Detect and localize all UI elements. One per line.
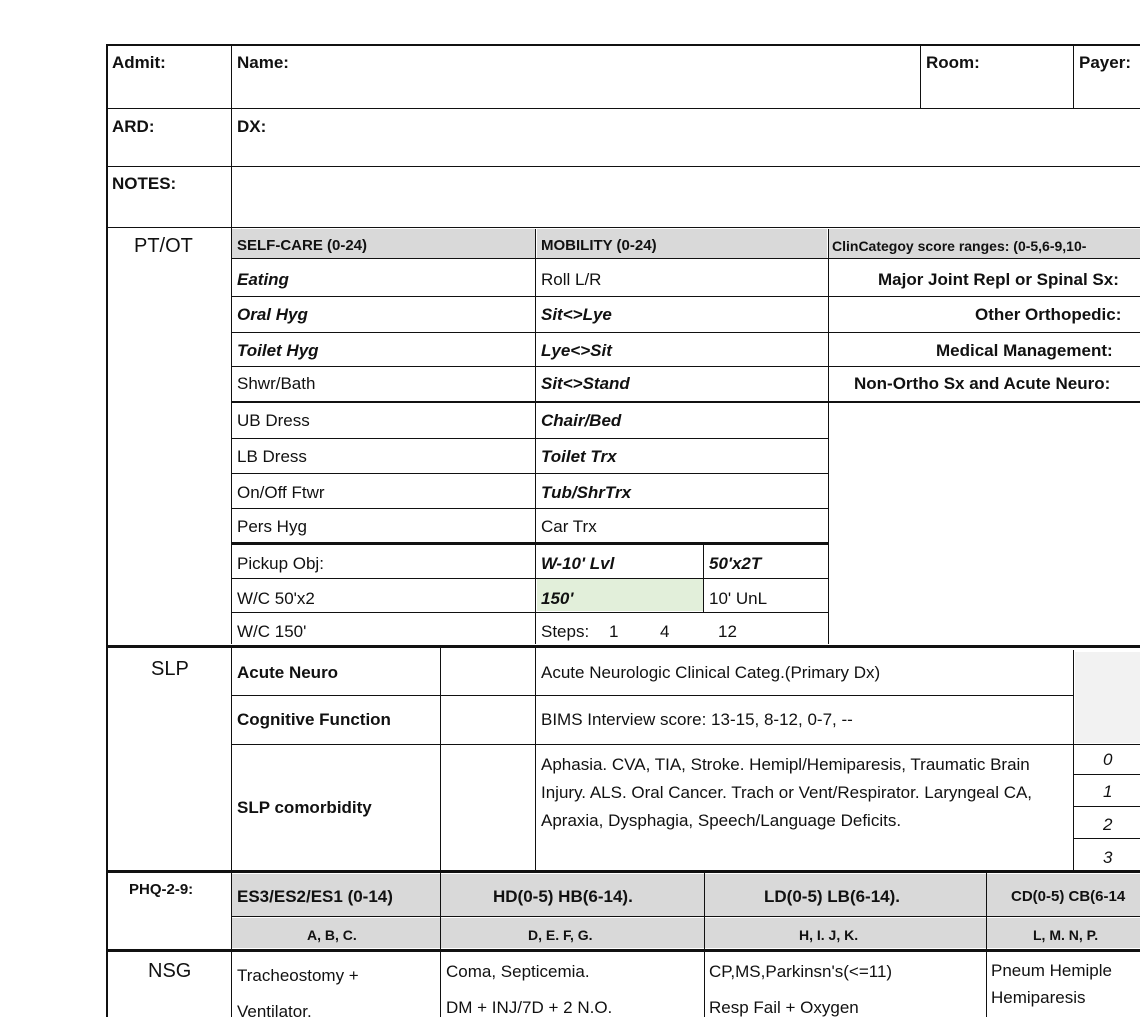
rule (1073, 44, 1074, 108)
rule (231, 612, 829, 613)
rule (231, 332, 1140, 333)
steps-option-1: 1 (609, 622, 619, 641)
walk-10-uneven: 10' UnL (709, 589, 768, 608)
mobility-header: MOBILITY (0-24) (541, 237, 657, 254)
scale-value: 0 (1103, 750, 1113, 769)
ptot-section-title: PT/OT (134, 235, 193, 257)
rule (231, 366, 1140, 367)
rule (828, 229, 829, 644)
name-label: Name: (237, 53, 289, 72)
scale-value: 2 (1103, 815, 1113, 834)
nsg-item: Ventilator. (237, 1002, 312, 1017)
rule (535, 229, 536, 644)
nsg-item: CP,MS,Parkinsn's(<=11) (709, 962, 893, 981)
nsg-item: Tracheostomy + (237, 966, 359, 985)
rule (231, 258, 1140, 259)
notes-label: NOTES: (112, 174, 177, 193)
selfcare-item: Toilet Hyg (237, 341, 319, 360)
mobility-item: Lye<>Sit (541, 341, 612, 360)
rule (231, 872, 232, 1017)
rule (231, 744, 1140, 745)
nsg-section-title: NSG (148, 960, 192, 982)
mobility-item: Roll L/R (541, 270, 602, 289)
clin-category: Other Orthopedic: (975, 305, 1122, 324)
nsg-item: Coma, Septicemia. (446, 962, 590, 981)
selfcare-item: Shwr/Bath (237, 374, 316, 393)
walk-150: 150' (541, 589, 574, 608)
rule (231, 508, 829, 509)
mobility-item: Chair/Bed (541, 411, 622, 430)
rule (231, 645, 232, 870)
nsg-item: Pneum Hemiple (991, 961, 1112, 980)
walk-10-level: W-10' Lvl (541, 554, 615, 573)
rule (703, 544, 704, 613)
phq-letters: D, E. F, G. (528, 927, 593, 943)
scale-value: 3 (1103, 848, 1113, 867)
payer-label: Payer: (1079, 53, 1131, 72)
dx-label: DX: (237, 117, 267, 136)
nsg-item: Hemiparesis (991, 988, 1086, 1007)
phq-letters: L, M. N, P. (1033, 927, 1099, 943)
shading (1075, 652, 1140, 743)
selfcare-item: W/C 150' (237, 622, 307, 641)
selfcare-item: Pers Hyg (237, 517, 307, 536)
rule (231, 438, 829, 439)
selfcare-item: UB Dress (237, 411, 310, 430)
rule (231, 401, 1140, 403)
mobility-item: Car Trx (541, 517, 597, 536)
rule (231, 916, 1140, 917)
rule (106, 166, 1140, 167)
selfcare-item: Eating (237, 270, 289, 289)
rule (920, 44, 921, 108)
phq-col-header: ES3/ES2/ES1 (0-14) (237, 887, 393, 906)
steps-label: Steps: (541, 622, 590, 641)
rule (106, 870, 1140, 873)
mobility-item: Sit<>Lye (541, 305, 612, 324)
phq-letters: A, B, C. (307, 927, 357, 943)
slp-comorbidity-label: SLP comorbidity (237, 798, 372, 817)
selfcare-item: W/C 50'x2 (237, 589, 315, 608)
rule (231, 695, 1073, 696)
steps-option-4: 4 (660, 622, 670, 641)
rule (1073, 838, 1140, 839)
acute-neuro-desc: Acute Neurologic Clinical Categ.(Primary Dx) (541, 663, 881, 682)
top-border (106, 44, 1140, 46)
cognitive-desc: BIMS Interview score: 13-15, 8-12, 0-7, -- (541, 710, 853, 729)
phq-col-header: CD(0-5) CB(6-14 (1011, 888, 1126, 905)
phq-section-title: PHQ-2-9: (129, 881, 194, 898)
rule (231, 542, 829, 545)
rule (1073, 650, 1074, 870)
rule (106, 108, 1140, 109)
shading (232, 918, 1140, 948)
selfcare-header: SELF-CARE (0-24) (237, 237, 368, 254)
mobility-item: Sit<>Stand (541, 374, 630, 393)
phq-letters: H, I. J, K. (799, 927, 859, 943)
steps-option-12: 12 (718, 622, 737, 641)
nsg-item: Resp Fail + Oxygen (709, 998, 859, 1017)
rule (231, 473, 829, 474)
phq-col-header: HD(0-5) HB(6-14). (493, 887, 633, 906)
rule (231, 578, 829, 579)
selfcare-item: Pickup Obj: (237, 554, 324, 573)
rule (704, 872, 705, 1017)
walk-50-2-turns: 50'x2T (709, 554, 762, 573)
ard-label: ARD: (112, 117, 155, 136)
nsg-item: DM + INJ/7D + 2 N.O. (446, 998, 613, 1017)
admit-label: Admit: (112, 53, 166, 72)
rule (106, 949, 1140, 952)
clin-category-header: ClinCategoy score ranges: (0-5,6-9,10- (832, 238, 1087, 254)
selfcare-item: LB Dress (237, 447, 307, 466)
phq-col-header: LD(0-5) LB(6-14). (764, 887, 901, 906)
mobility-item: Toilet Trx (541, 447, 617, 466)
slp-section-title: SLP (151, 658, 189, 680)
cognitive-label: Cognitive Function (237, 710, 391, 729)
rule (231, 44, 232, 644)
rule (106, 227, 1140, 228)
rule (440, 872, 441, 1017)
rule (440, 645, 441, 870)
clin-category: Major Joint Repl or Spinal Sx: (878, 270, 1119, 289)
rule (986, 872, 987, 1017)
room-label: Room: (926, 53, 980, 72)
slp-comorbidity-desc: Aphasia. CVA, TIA, Stroke. Hemipl/Hemiparesis, Traumatic Brain Injury. ALS. Oral Cancer. Trach or Vent/Respirator. Laryngeal CA, Apraxia, Dysphagia, Speech/Language Deficits. (541, 755, 1033, 830)
rule (231, 296, 1140, 297)
mobility-item: Tub/ShrTrx (541, 483, 632, 502)
selfcare-item: Oral Hyg (237, 305, 308, 324)
rule (535, 645, 536, 870)
clin-category: Medical Management: (936, 341, 1113, 360)
rule (1073, 774, 1140, 775)
selfcare-item: On/Off Ftwr (237, 483, 325, 502)
clin-category: Non-Ortho Sx and Acute Neuro: (854, 374, 1111, 393)
rule (1073, 806, 1140, 807)
scale-value: 1 (1103, 782, 1113, 801)
acute-neuro-label: Acute Neuro (237, 663, 339, 682)
rule (106, 645, 1140, 648)
